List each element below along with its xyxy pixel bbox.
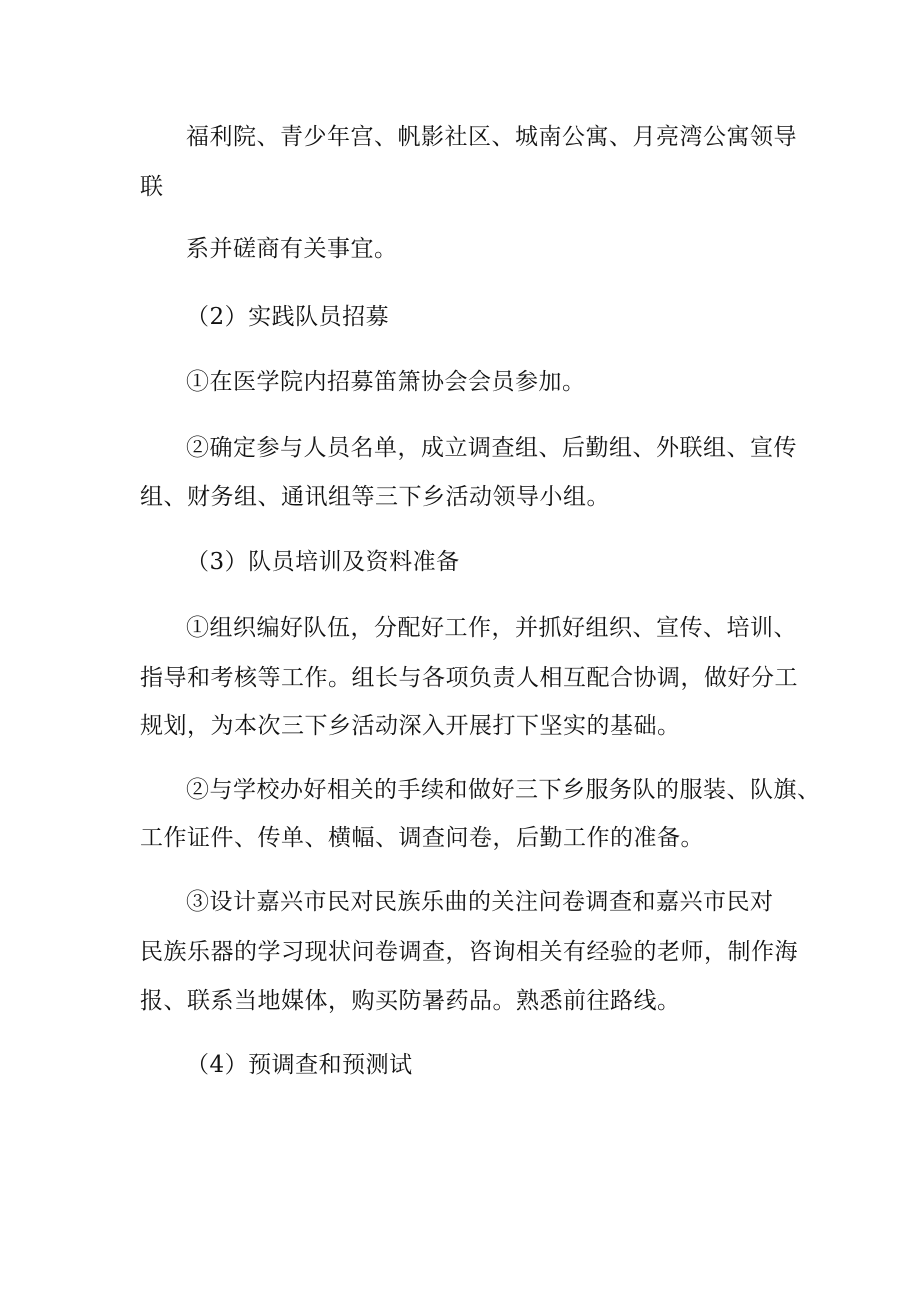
section-heading: （3）队员培训及资料准备	[186, 549, 460, 575]
section-heading: （2）实践队员招募	[186, 304, 390, 330]
paragraph-line: 组、财务组、通讯组等三下乡活动领导小组。	[140, 484, 610, 510]
paragraph-line: 民族乐器的学习现状问卷调查，咨询相关有经验的老师，制作海	[140, 939, 798, 965]
paragraph-line: 系并磋商有关事宜。	[186, 236, 398, 262]
list-item: ②与学校办好相关的手续和做好三下乡服务队的服装、队旗、	[186, 777, 821, 803]
paragraph-line: 福利院、青少年宫、帆影社区、城南公寓、月亮湾公寓领导	[186, 124, 797, 150]
paragraph-line: 报、联系当地媒体，购买防暑药品。熟悉前往路线。	[140, 988, 681, 1014]
list-item: ①在医学院内招募笛箫协会会员参加。	[186, 369, 586, 395]
list-item: ①组织编好队伍，分配好工作，并抓好组织、宣传、培训、	[186, 615, 797, 641]
paragraph-line: 规划，为本次三下乡活动深入开展打下坚实的基础。	[140, 713, 681, 739]
list-item: ②确定参与人员名单，成立调查组、后勤组、外联组、宣传	[186, 435, 797, 461]
section-heading: （4）预调查和预测试	[186, 1052, 413, 1078]
paragraph-line: 指导和考核等工作。组长与各项负责人相互配合协调，做好分工	[140, 665, 798, 691]
list-item: ③设计嘉兴市民对民族乐曲的关注问卷调查和嘉兴市民对	[186, 889, 774, 915]
paragraph-line: 联	[140, 174, 164, 200]
paragraph-line: 工作证件、传单、横幅、调查问卷，后勤工作的准备。	[140, 825, 704, 851]
